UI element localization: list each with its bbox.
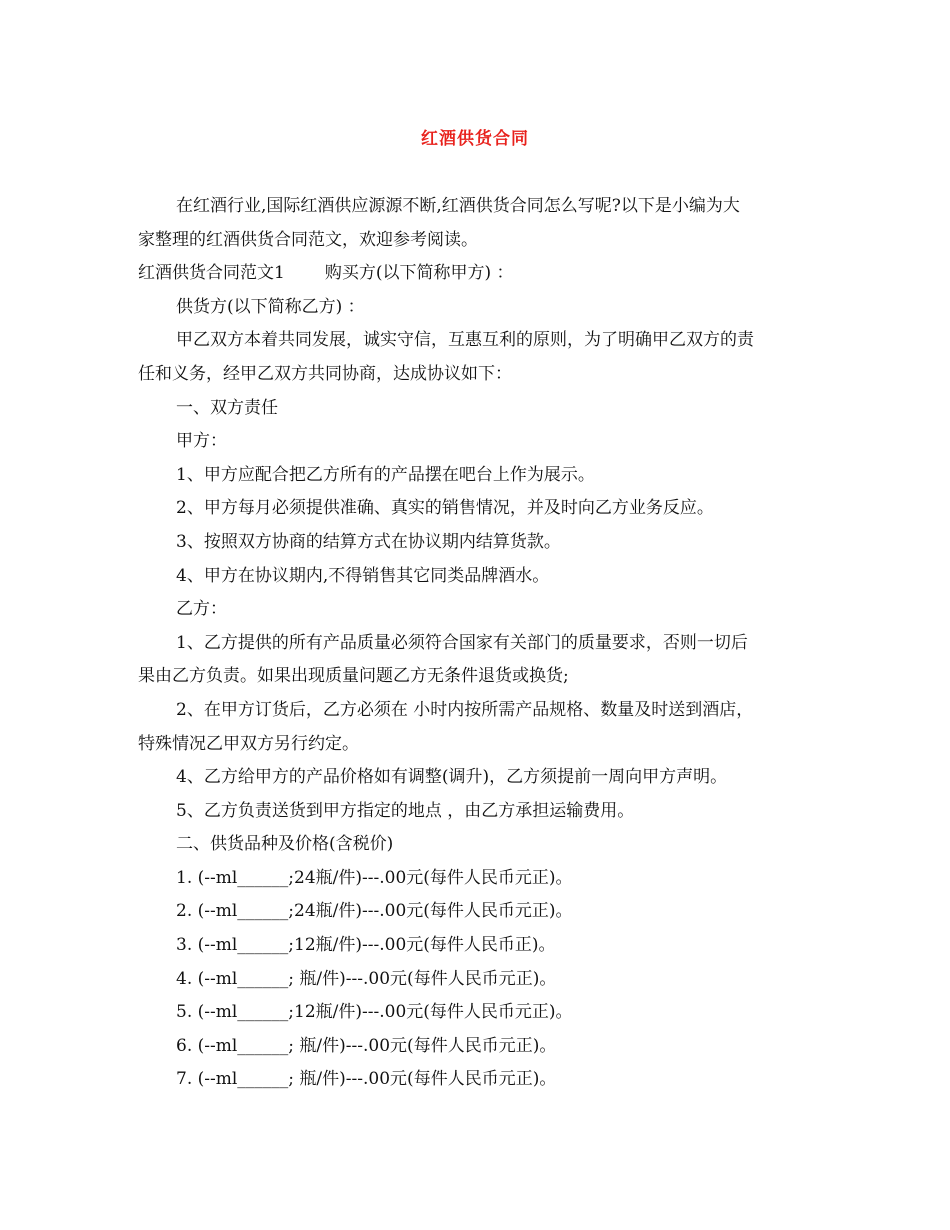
preamble-line-2: 任和义务，经甲乙双方共同协商，达成协议如下：	[138, 363, 512, 384]
party-b-item-2-line-2: 特殊情况乙甲双方另行约定。	[138, 733, 359, 754]
section2-heading: 二、供货品种及价格(含税价)	[176, 834, 394, 855]
party-b-item-5: 5、乙方负责送货到甲方指定的地点 ，由乙方承担运输费用。	[176, 800, 635, 821]
price-item: 6. (--ml______; 瓶/件)---.00元(每件人民币元正)。	[176, 1035, 557, 1056]
party-b-item-2-line-1: 2、在甲方订货后，乙方必须在 小时内按所需产品规格、数量及时送到酒店，	[176, 699, 754, 720]
party-a-item-4: 4、甲方在协议期内,不得销售其它同类品牌酒水。	[176, 565, 550, 586]
intro-line-1: 在红酒行业,国际红酒供应源源不断,红酒供货合同怎么写呢?以下是小编为大	[176, 196, 740, 216]
sample-heading-row	[138, 257, 818, 291]
sample-heading: 红酒供货合同范文1	[138, 263, 285, 284]
buyer-line: 购买方(以下简称甲方) ：	[324, 263, 514, 284]
supplier-line: 供货方(以下简称乙方) ：	[176, 296, 365, 317]
preamble-line-1: 甲乙双方本着共同发展，诚实守信，互惠互利的原则，为了明确甲乙双方的责	[176, 330, 754, 351]
party-a-item-3: 3、按照双方协商的结算方式在协议期内结算货款。	[176, 531, 561, 552]
intro-line-2: 家整理的红酒供货合同范文，欢迎参考阅读。	[138, 229, 478, 250]
document-title: 红酒供货合同	[421, 129, 529, 149]
party-a-item-1: 1、甲方应配合把乙方所有的产品摆在吧台上作为展示。	[176, 464, 595, 485]
document-body	[138, 190, 818, 1097]
party-b-label: 乙方：	[176, 599, 227, 620]
price-item: 2. (--ml______;24瓶/件)---.00元(每件人民币元正)。	[176, 901, 573, 922]
price-item: 5. (--ml______;12瓶/件)---.00元(每件人民币元正)。	[176, 1002, 573, 1023]
price-item: 7. (--ml______; 瓶/件)---.00元(每件人民币元正)。	[176, 1069, 557, 1090]
price-item: 3. (--ml______;12瓶/件)---.00元(每件人民币正)。	[176, 935, 556, 956]
section1-heading: 一、双方责任	[176, 397, 278, 418]
price-item: 1. (--ml______;24瓶/件)---.00元(每件人民币元正)。	[176, 867, 573, 888]
party-a-item-2: 2、甲方每月必须提供准确、真实的销售情况，并及时向乙方业务反应。	[176, 498, 714, 519]
party-b-item-4: 4、乙方给甲方的产品价格如有调整(调升)，乙方须提前一周向甲方声明。	[176, 767, 728, 788]
party-a-label: 甲方：	[176, 431, 227, 452]
party-b-item-1-line-1: 1、乙方提供的所有产品质量必须符合国家有关部门的质量要求，否则一切后	[176, 632, 748, 653]
party-b-item-1-line-2: 果由乙方负责。如果出现质量问题乙方无条件退货或换货;	[138, 666, 569, 687]
price-item: 4. (--ml______; 瓶/件)---.00元(每件人民币元正)。	[176, 968, 557, 989]
